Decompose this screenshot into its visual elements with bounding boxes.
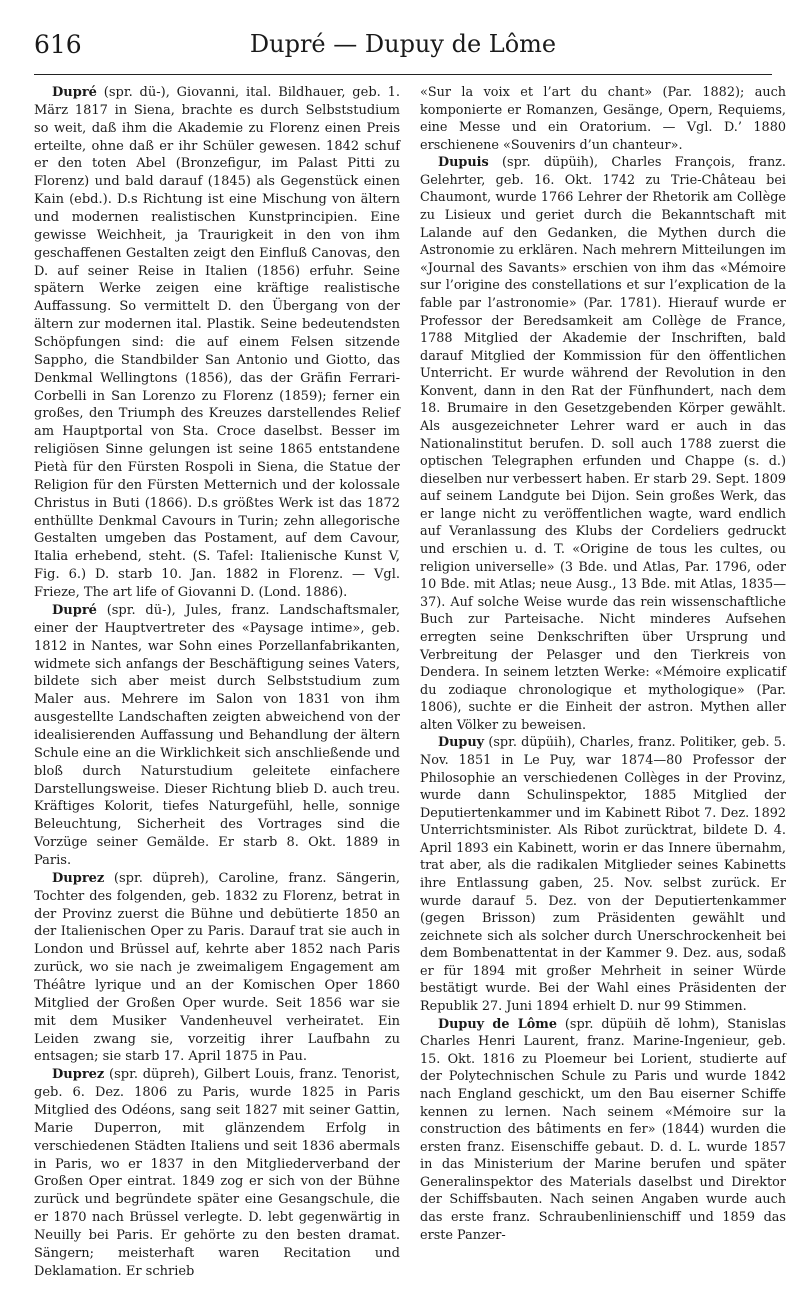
entry-lemma: Duprez [52,1067,105,1083]
running-title: Dupré — Dupuy de Lôme [249,30,557,58]
header-rule [34,74,772,75]
entry-lemma: Dupré [52,85,97,100]
entry-text: (spr. düpüih), Charles, franz. Politiker, geb. 5. Nov. 1851 in Le Puy, war 1874—80 Professor der Philosophie an verschiedenen Collèges in der Provinz, wurde dann Schulinspektor, 1885 Mitglied der Deputiertenkammer und im Kabinett Ribot 7. Dez. 1892 Unterrichtsminister. Als Ribot zurücktrat, bildete D. 4. April 1893 ein Kabinett, worin er das Innere übernahm, trat aber, als die radikalen Mitglieder seines Kabinetts ihre Entlassung gaben, 25. Nov. selbst zurück. Er wurde darauf 5. Dez. von der Deputiertenkammer (gegen Brisson) zum Präsidenten gewählt und zeichnete sich als solcher durch Unerschrockenheit bei dem Bombenattentat in der Kammer 9. Dez. aus, sodaß er für 1894 mit großer Mehrheit in seiner Würde bestätigt wurde. Bei der Wahl eines Präsidenten der Republik 27. Juni 1894 erhielt D. nur 99 Stimmen. [420,735,786,1015]
entry-lemma: Duprez [52,870,105,886]
entry-lemma: Dupuy [438,735,485,751]
entry-dupre-jules [34,602,400,870]
entry-lemma: Dupré [52,602,97,618]
entry-text: (spr. düpüih dĕ lohm), Stanislas Charles Henri Laurent, franz. Marine-Ingenieur, geb. 15. Okt. 1816 zu Ploemeur bei Lorient, studierte auf der Polytechnischen Schule zu Paris und wurde 1842 nach England geschickt, um den Bau eiserner Schiffe kennen zu lernen. Nach seinem «Mémoire sur la construction des bâtiments en fer» (1844) wurden die ersten franz. Eisenschiffe gebaut. D. d. L. wurde 1857 in das Ministerium der Marine berufen und später Generalinspektor des Materials daselbst und Direktor der Schiffsbauten. Nach seinen Angaben wurde auch das erste franz. Schraubenlinienschiff und 1859 das erste Panzer- [420,1016,786,1243]
entry-dupuis [420,154,786,734]
entry-text: (spr. düpüih), Charles François, franz. Gelehrter, geb. 16. Okt. 1742 zu Trie-Château bei Chaumont, wurde 1766 Lehrer der Rhetorik am Collège zu Lisieux und geriet durch die Bekanntschaft mit Lalande auf den Gedanken, die Mythen durch die Astronomie zu erklären. Nach mehrern Mitteilungen im «Journal des Savants» erschien von ihm das «Mémoire sur l’origine des constellations et sur l’explication de la fable par l’astronomie» (Par. 1781). Hierauf wurde er Professor der Beredsamkeit am Collège de France, 1788 Mitglied der Akademie der Inschriften, bald darauf Mitglied der Kommission für den öffentlichen Unterricht. Er wurde während der Revolution in den Konvent, dann in den Rat der Fünfhundert, nach dem 18. Brumaire in den Gesetzgebenden Körper gewählt. Als ausgezeichneter Lehrer ward er auch in das Nationalinstitut berufen. D. soll auch 1788 zuerst die optischen Telegraphen erfunden und Chappe (s. d.) dieselben nur verbessert haben. Er starb 29. Sept. 1809 auf seinem Landgute bei Dijon. Sein großes Werk, das er lange nicht zu veröffentlichen wagte, ward endlich auf Veranlassung des Klubs der Cordeliers gedruckt und erschien u. d. T. «Origine de tous les cultes, ou religion universelle» (3 Bde. und Atlas, Par. 1796, oder 10 Bde. mit Atlas; neue Ausg., 13 Bde. mit Atlas, 1835—37). Auf solche Weise wurde das rein wissenschaftliche Buch zur Parteisache. Nicht minderes Aufsehen erregten seine Denkschriften über Ursprung und Verbreitung der Pelasger und den Tierkreis von Dendera. In seinem letzten Werke: «Mémoire explicatif du zodiaque chronologique et mythologique» (Par. 1806), suchte er die Einheit der astron. Mythen aller alten Völker zu beweisen. [420,155,786,733]
entry-dupre-giovanni [34,84,400,602]
entry-dupuy-de-lome [420,1016,786,1245]
page-header [34,30,772,66]
entry-text: (spr. dü-), Jules, franz. Landschaftsmaler, einer der Hauptvertreter des «Paysage intime», geb. 1812 in Nantes, war Sohn eines Porzellanfabrikanten, widmete sich anfangs der Beschäftigung seines Vaters, bildete sich aber meist durch Selbststudium zum Maler aus. Mehrere im Salon von 1831 von ihm ausgestellte Landschaften zeigten abweichend von der idealisierenden Auffassung und Behandlung der ältern Schule eine an die Wirklichkeit sich anschließende und bloß durch Naturstudium geleitete einfachere Darstellungsweise. Dieser Richtung blieb D. auch treu. Kräftiges Kolorit, tiefes Naturgefühl, helle, sonnige Beleuchtung, Sicherheit des Vortrages sind die Vorzüge seiner Gemälde. Er starb 8. Okt. 1889 in Paris. [34,602,400,868]
entry-duprez-caroline [34,870,400,1066]
entry-text: «Sur la voix et l’art du chant» (Par. 1882); auch komponierte er Romanzen, Gesänge, Opern, Requiems, eine Messe und ein Oratorium. — Vgl. D.’ 1880 erschienene «Souvenirs d’un chanteur». [420,85,786,153]
entry-text: (spr. düpreh), Caroline, franz. Sängerin, Tochter des folgenden, geb. 1832 zu Florenz, betrat in der Provinz zuerst die Bühne und debütierte 1850 an der Italienischen Oper zu Paris. Darauf trat sie auch in London und Brüssel auf, kehrte aber 1852 nach Paris zurück, wo sie nach je zweimaligem Engagement am Théâtre lyrique und an der Komischen Oper 1860 Mitglied der Großen Oper wurde. Seit 1856 war sie mit dem Musiker Vandenheuvel verheiratet. Ein Leiden zwang sie, vorzeitig ihrer Laufbahn zu entsagen; sie starb 17. April 1875 in Pau. [34,870,400,1065]
entry-text: (spr. düpreh), Gilbert Louis, franz. Tenorist, geb. 6. Dez. 1806 zu Paris, wurde 1825 in Paris Mitglied des Odéons, sang seit 1827 mit seiner Gattin, Marie Duperron, mit glänzendem Erfolg in verschiedenen Städten Italiens und seit 1836 abermals in Paris, wo er 1837 in den Mitgliederverband der Großen Oper eintrat. 1849 zog er sich von der Bühne zurück und begründete später eine Gesangschule, die er 1870 nach Brüssel verlegte. D. lebt gegenwärtig in Neuilly bei Paris. Er gehörte zu den besten dramat. Sängern; meisterhaft waren Recitation und Deklamation. Er schrieb [34,1067,400,1279]
entry-duprez-gilbert [34,1066,400,1280]
entry-continuation [420,84,786,154]
page-number: 616 [34,30,82,59]
entry-lemma: Dupuis [438,155,489,171]
right-column [420,84,786,1244]
entry-text: (spr. dü-), Giovanni, ital. Bildhauer, geb. 1. März 1817 in Siena, brachte es durch Selbststudium so weit, daß ihm die Akademie zu Florenz einen Preis erteilte, ohne daß er ihr Schüler gewesen. 1842 schuf er den toten Abel (Bronzefigur, im Palast Pitti zu Florenz) und bald darauf (1845) als Gegenstück einen Kain (ebd.). D.s Richtung ist eine Mischung von ältern und modernen realistischen Kunstprincipien. Eine gewisse Weichheit, ja Traurigkeit in den von ihm geschaffenen Gestalten zeigt den Einfluß Canovas, den D. auf seiner Reise in Italien (1856) erfuhr. Seine spätern Werke zeigen eine kräftige realistische Auffassung. So vermittelt D. den Übergang von der ältern zur modernen ital. Plastik. Seine bedeutendsten Schöpfungen sind: die auf einem Felsen sitzende Sappho, die Standbilder San Antonio und Giotto, das Denkmal Wellingtons (1856), das der Gräfin Ferrari-Corbelli in San Lorenzo zu Florenz (1859); ferner ein großes, den Triumph des Kreuzes darstellendes Relief am Hauptportal von Sta. Croce daselbst. Besser im religiösen Sinne gelungen ist seine 1865 entstandene Pietà für den Fürsten Rospoli in Siena, die Statue der Religion für den Fürsten Metternich und der kolossale Christus in Buti (1866). D.s größtes Werk ist das 1872 enthüllte Denkmal Cavours in Turin; zehn allegorische Gestalten umgeben das Postament, auf dem Cavour, Italia erhebend, steht. (S. Tafel: Italienische Kunst V, Fig. 6.) D. starb 10. Jan. 1882 in Florenz. — Vgl. Frieze, The art life of Giovanni D. (Lond. 1886). [34,85,400,601]
left-column [34,84,400,1281]
entry-lemma: Dupuy de Lôme [438,1016,557,1032]
entry-dupuy-charles [420,734,786,1015]
